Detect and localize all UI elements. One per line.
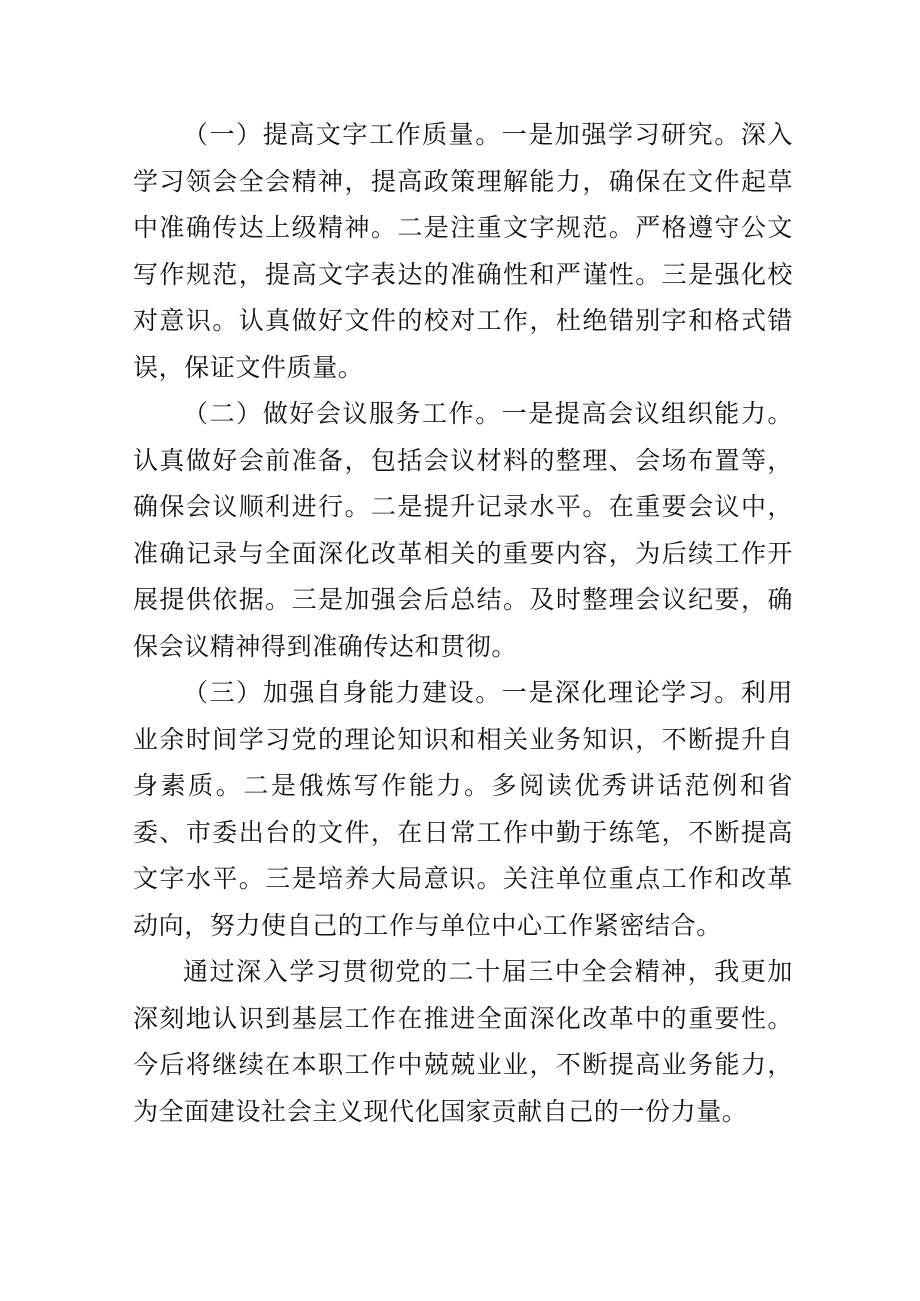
paragraph-meeting-service: （二）做好会议服务工作。一是提高会议组织能力。认真做好会前准备，包括会议材料的整理、会场布置等，确保会议顺利进行。二是提升记录水平。在重要会议中，准确记录与全面深化改革相关的重要内容，为后续工作开展提供依据。三是加强会后总结。及时整理会议纪要，确保会议精神得到准确传达和贯彻。 bbox=[133, 399, 793, 661]
paragraph-text-quality: （一）提高文字工作质量。一是加强学习研究。深入学习领会全会精神，提高政策理解能力，确保在文件起草中准确传达上级精神。二是注重文字规范。严格遵守公文写作规范，提高文字表达的准确性和严谨性。三是强化校对意识。认真做好文件的校对工作，杜绝错别字和格式错误，保证文件质量。 bbox=[133, 120, 793, 382]
paragraph-conclusion: 通过深入学习贯彻党的二十届三中全会精神，我更加深刻地认识到基层工作在推进全面深化改革中的重要性。今后将继续在本职工作中兢兢业业，不断提高业务能力，为全面建设社会主义现代化国家贡献自己的一份力量。 bbox=[133, 957, 793, 1126]
document-body bbox=[133, 112, 793, 1135]
paragraph-capacity-building: （三）加强自身能力建设。一是深化理论学习。利用业余时间学习党的理论知识和相关业务知识，不断提升自身素质。二是俄炼写作能力。多阅读优秀讲话范例和省委、市委出台的文件，在日常工作中勤于练笔，不断提高文字水平。三是培养大局意识。关注单位重点工作和改革动向，努力使自己的工作与单位中心工作紧密结合。 bbox=[133, 678, 793, 940]
